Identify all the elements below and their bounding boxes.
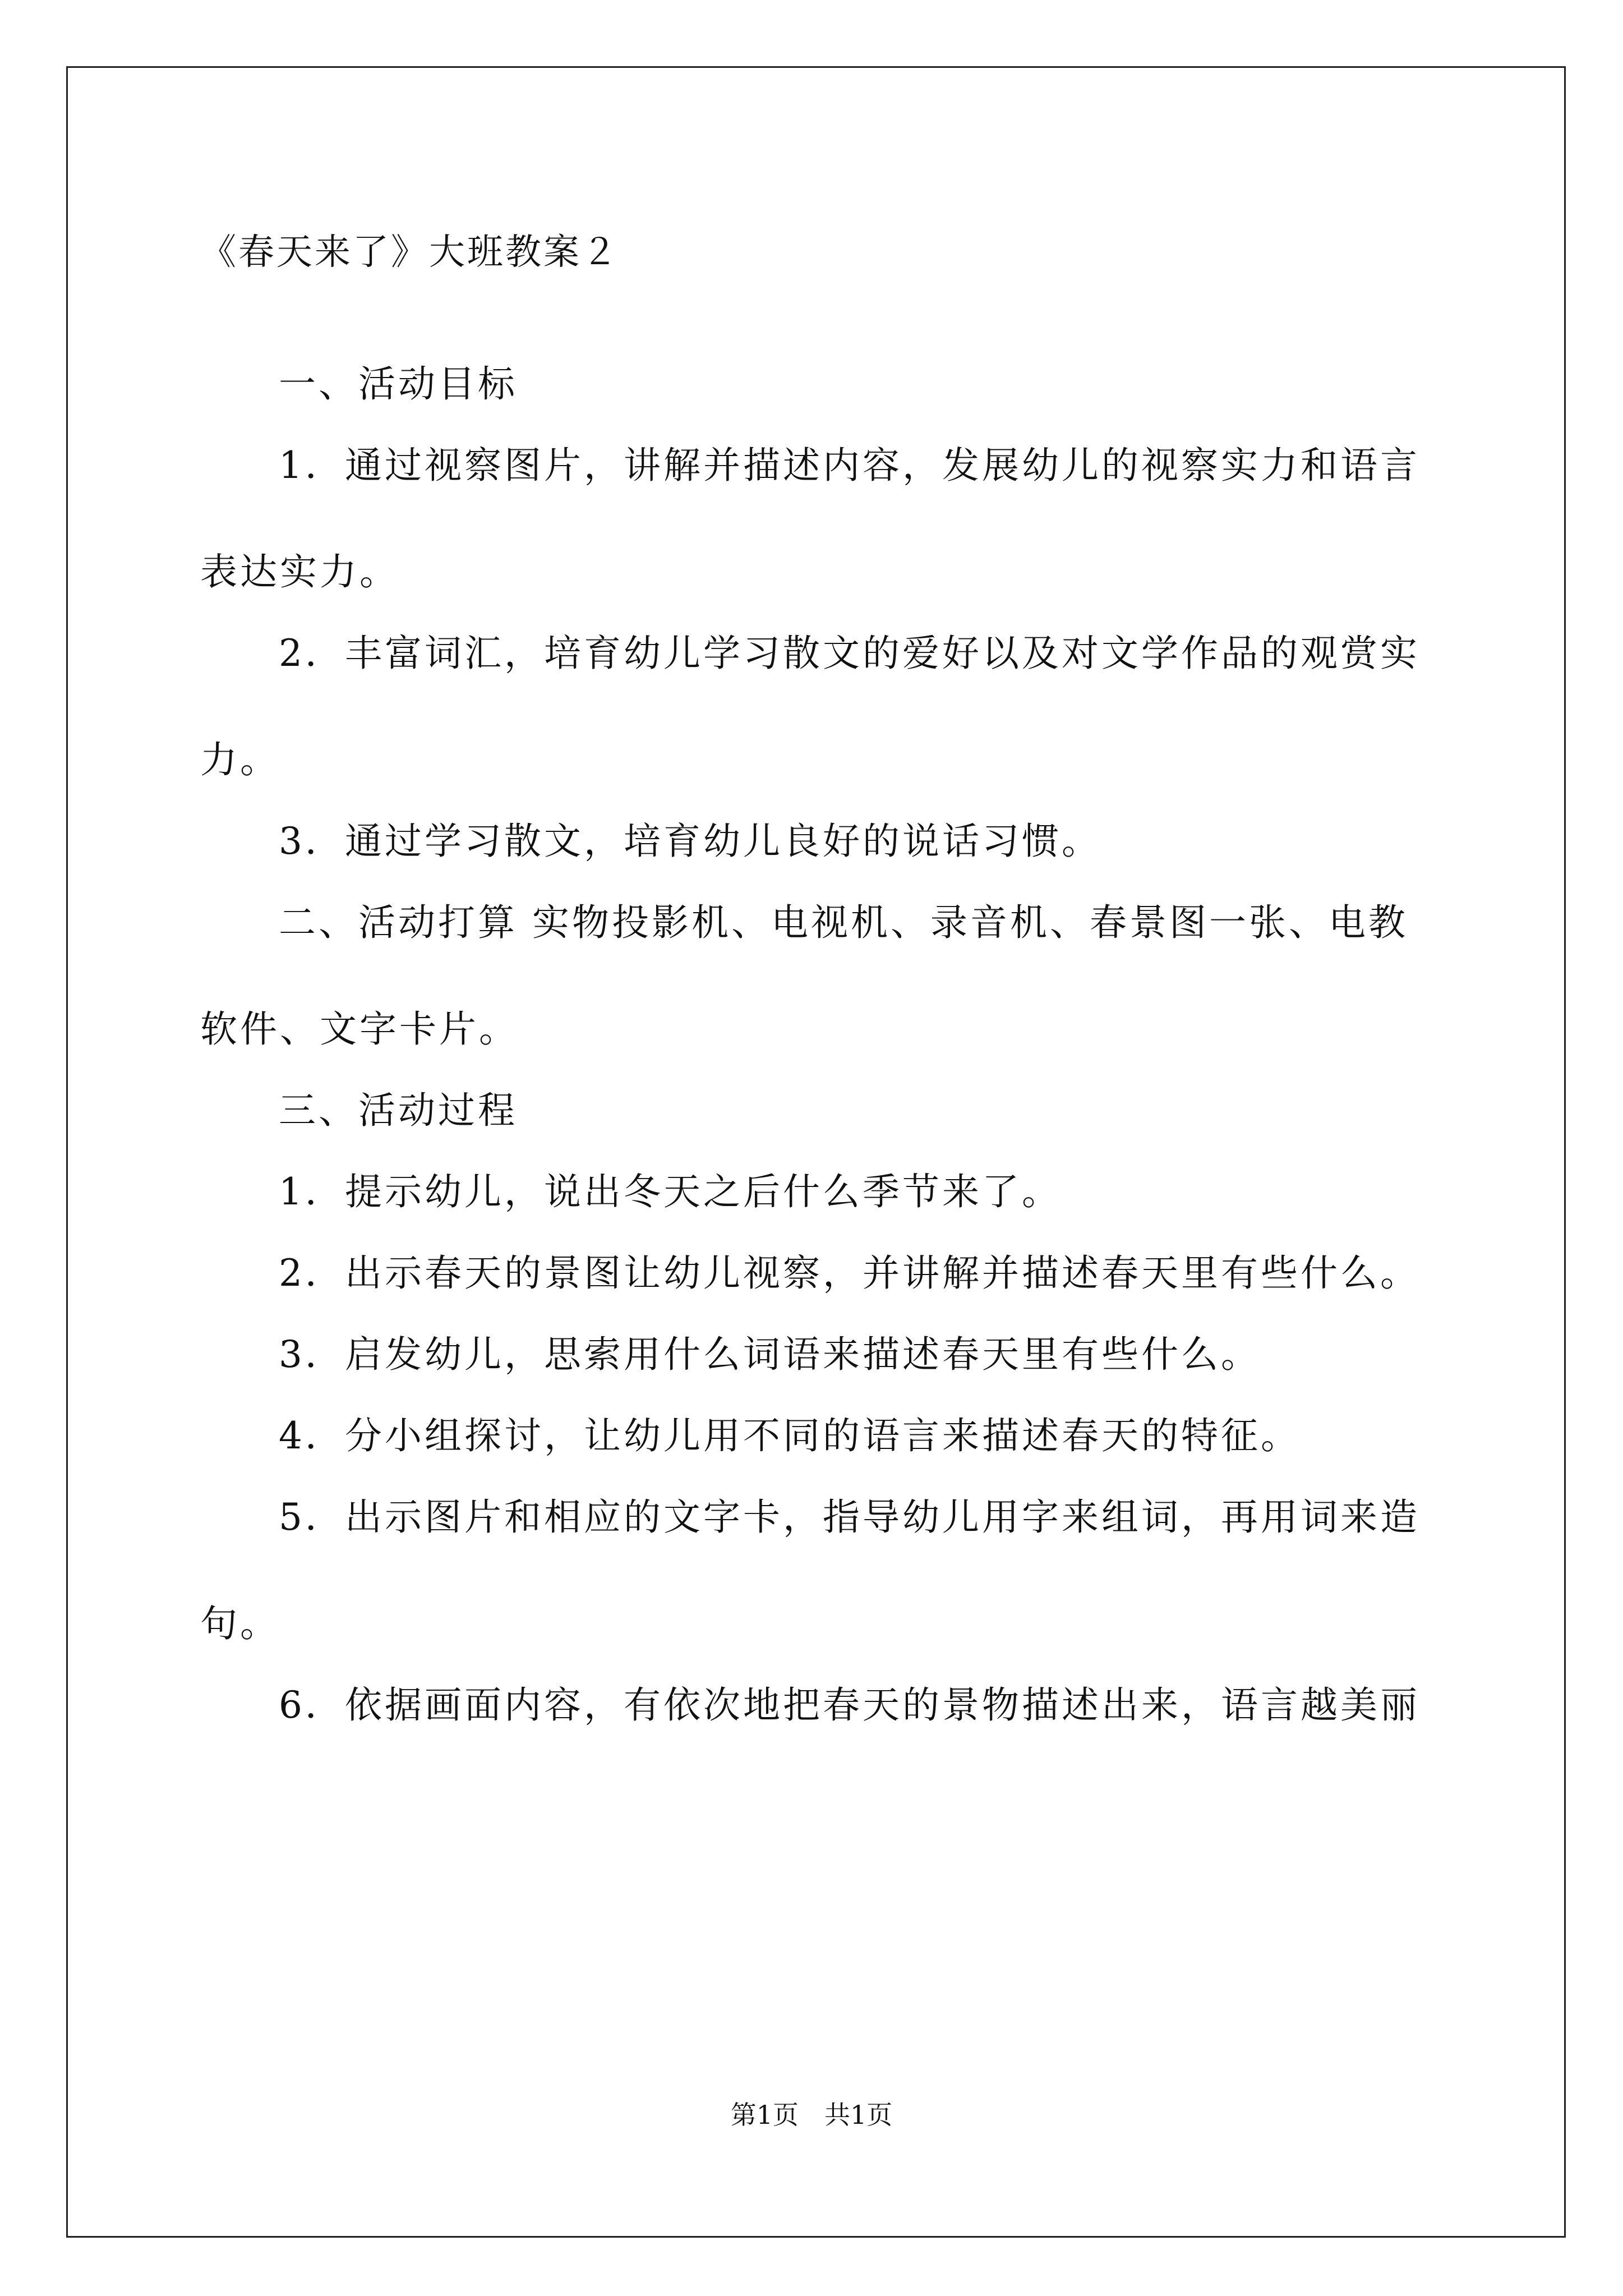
paragraph-process-6: 6．依据画面内容，有依次地把春天的景物描述出来，语言越美丽 — [279, 1683, 1420, 1727]
paragraph-goal-2: 2．丰富词汇，培育幼儿学习散文的爱好以及对文学作品的观赏实力。 — [200, 632, 1420, 781]
page-number-footer: 第1页 共1页 — [730, 2100, 893, 2130]
document-body — [200, 224, 1440, 1759]
paragraph-section-goals: 一、活动目标 — [279, 362, 518, 406]
paragraph-section-preparation: 二、活动打算 实物投影机、电视机、录音机、春景图一张、电教软件、文字卡片。 — [200, 901, 1408, 1051]
paragraph-goal-3: 3．通过学习散文，培育幼儿良好的说话习惯。 — [279, 820, 1101, 863]
paragraph-process-3: 3．启发幼儿，思索用什么词语来描述春天里有些什么。 — [279, 1333, 1261, 1376]
paragraph-process-2: 2．出示春天的景图让幼儿视察，并讲解并描述春天里有些什么。 — [279, 1251, 1420, 1295]
paragraph-goal-1: 1．通过视察图片，讲解并描述内容，发展幼儿的视察实力和语言表达实力。 — [200, 444, 1420, 593]
paragraph-process-1: 1．提示幼儿，说出冬天之后什么季节来了。 — [279, 1170, 1062, 1213]
document-title: 《春天来了》大班教案２ — [200, 232, 620, 273]
paragraph-process-5: 5．出示图片和相应的文字卡，指导幼儿用字来组词，再用词来造句。 — [200, 1496, 1420, 1645]
paragraph-section-process: 三、活动过程 — [279, 1089, 518, 1132]
paragraph-process-4: 4．分小组探讨，让幼儿用不同的语言来描述春天的特征。 — [279, 1414, 1301, 1457]
